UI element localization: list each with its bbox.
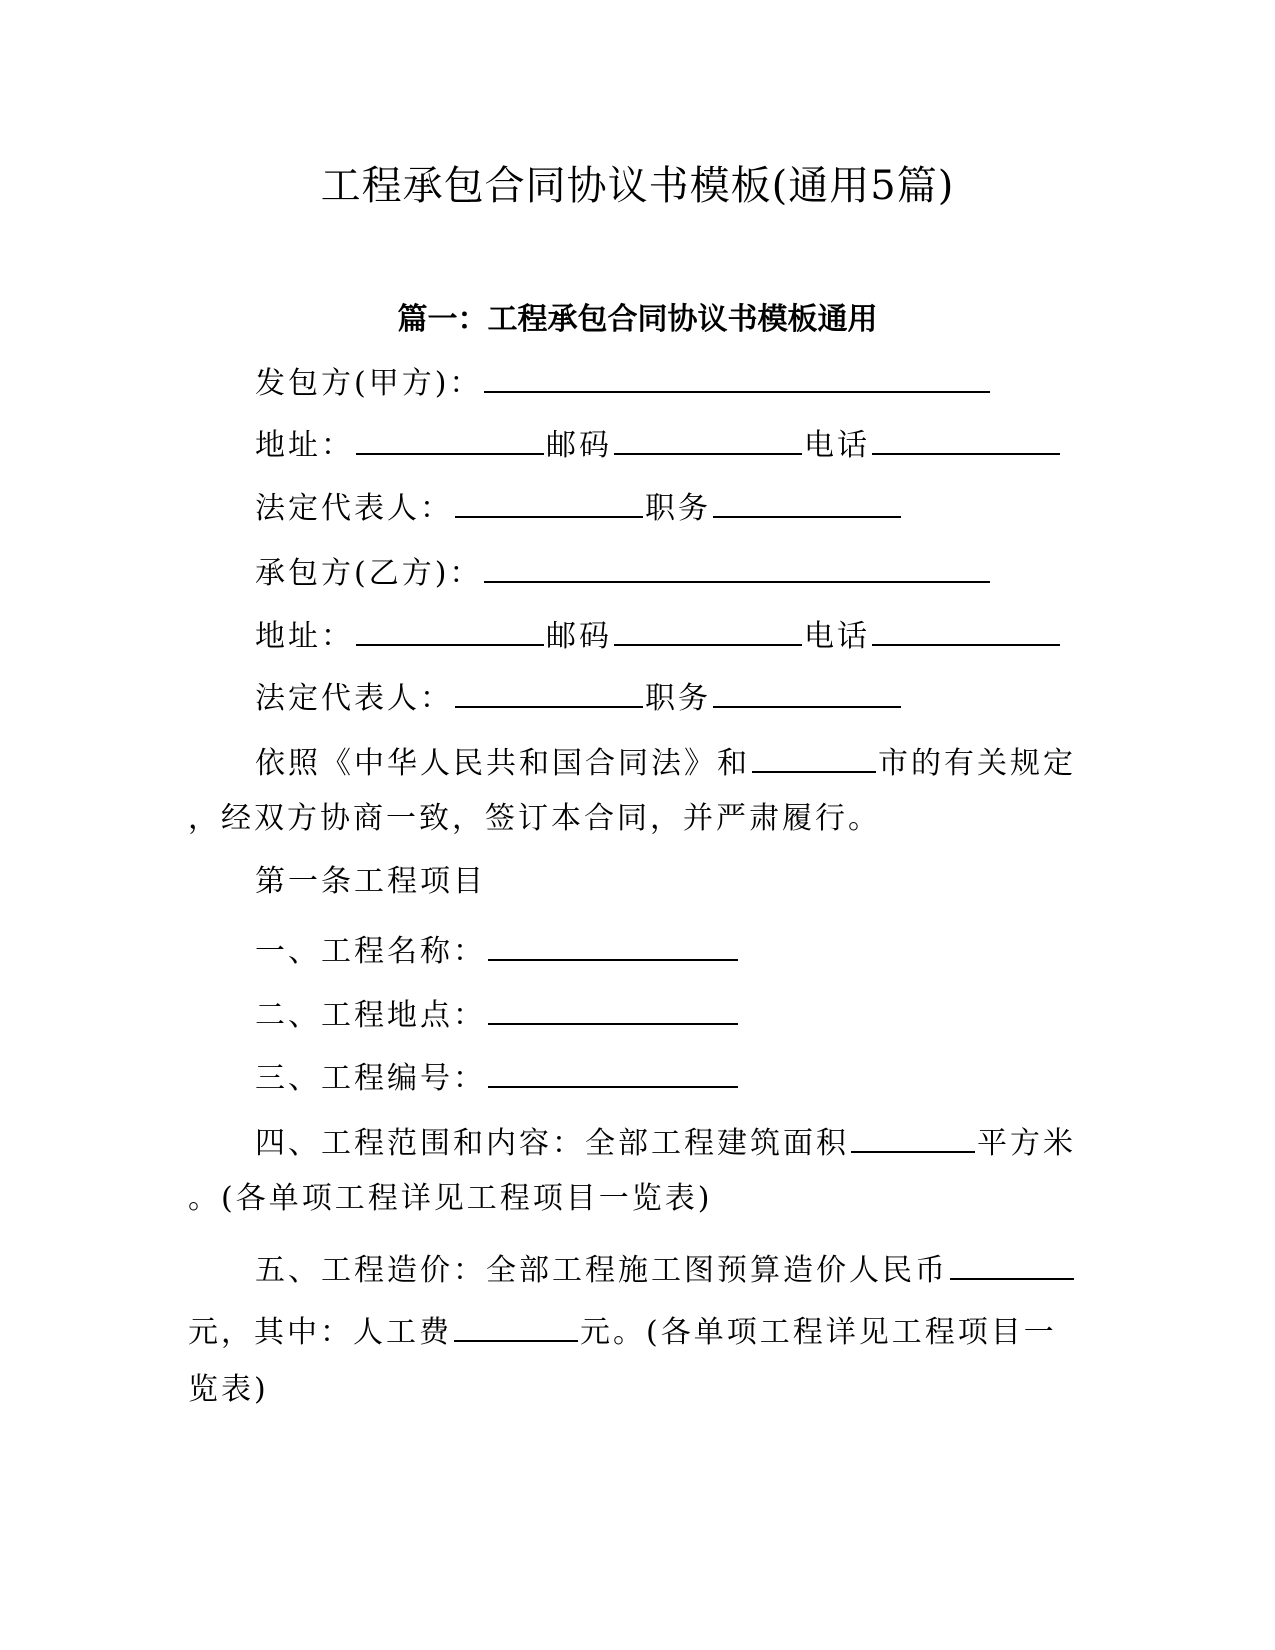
party-b-label: 承包方(乙方)： bbox=[255, 556, 483, 591]
party-a-label: 发包方(甲方)： bbox=[255, 366, 483, 401]
city-blank bbox=[752, 735, 876, 773]
labor-cost-blank bbox=[454, 1304, 578, 1342]
project-cost-line bbox=[255, 1242, 1076, 1286]
project-number-label: 三、工程编号： bbox=[255, 1061, 486, 1096]
party-a-line bbox=[255, 355, 992, 399]
labor-cost-note: 元。(各单项工程详见工程项目一 bbox=[580, 1315, 1057, 1350]
address-blank bbox=[356, 608, 544, 646]
position-label: 职务 bbox=[645, 491, 711, 526]
project-scope-continuation: 。(各单项工程详见工程项目一览表) bbox=[188, 1181, 713, 1216]
party-b-blank bbox=[484, 545, 990, 583]
project-location-blank bbox=[488, 987, 738, 1025]
rep-label: 法定代表人： bbox=[255, 491, 453, 526]
project-number-line bbox=[255, 1050, 740, 1094]
intro-continuation: ，经双方协商一致，签订本合同，并严肃履行。 bbox=[188, 801, 881, 836]
project-cost-label: 五、工程造价：全部工程施工图预算造价人民币 bbox=[255, 1253, 948, 1288]
rep-blank bbox=[455, 670, 643, 708]
project-scope-label: 四、工程范围和内容：全部工程建筑面积 bbox=[255, 1126, 849, 1161]
intro-text-2: 市的有关规定 bbox=[878, 746, 1076, 781]
intro-line bbox=[255, 735, 1076, 779]
project-name-line bbox=[255, 923, 740, 967]
postcode-label: 邮码 bbox=[546, 428, 612, 463]
intro-text: 依照《中华人民共和国合同法》和 bbox=[255, 746, 750, 781]
postcode-blank bbox=[614, 608, 802, 646]
position-blank bbox=[713, 670, 901, 708]
party-b-rep-line bbox=[255, 670, 903, 714]
project-location-line bbox=[255, 987, 740, 1031]
party-a-rep-line bbox=[255, 480, 903, 524]
address-label: 地址： bbox=[255, 428, 354, 463]
position-blank bbox=[713, 480, 901, 518]
phone-blank bbox=[872, 608, 1060, 646]
postcode-label: 邮码 bbox=[546, 619, 612, 654]
rep-label: 法定代表人： bbox=[255, 681, 453, 716]
rep-blank bbox=[455, 480, 643, 518]
phone-label: 电话 bbox=[804, 619, 870, 654]
labor-cost-line bbox=[188, 1304, 1057, 1348]
project-name-label: 一、工程名称： bbox=[255, 934, 486, 969]
area-blank bbox=[851, 1115, 975, 1153]
party-b-address-line bbox=[255, 608, 1062, 652]
project-name-blank bbox=[488, 923, 738, 961]
address-label: 地址： bbox=[255, 619, 354, 654]
party-a-blank bbox=[484, 355, 990, 393]
address-blank bbox=[356, 417, 544, 455]
project-scope-line bbox=[255, 1115, 1076, 1159]
phone-blank bbox=[872, 417, 1060, 455]
party-b-line bbox=[255, 545, 992, 589]
project-number-blank bbox=[488, 1050, 738, 1088]
position-label: 职务 bbox=[645, 681, 711, 716]
cost-blank bbox=[950, 1242, 1074, 1280]
labor-cost-label: 元，其中：人工费 bbox=[188, 1315, 452, 1350]
cost-note-continuation: 览表) bbox=[188, 1372, 269, 1407]
article1-heading: 第一条工程项目 bbox=[255, 864, 486, 899]
section-title: 篇一：工程承包合同协议书模板通用 bbox=[397, 302, 878, 337]
phone-label: 电话 bbox=[804, 428, 870, 463]
postcode-blank bbox=[614, 417, 802, 455]
area-unit: 平方米 bbox=[977, 1126, 1076, 1161]
project-location-label: 二、工程地点： bbox=[255, 998, 486, 1033]
party-a-address-line bbox=[255, 417, 1062, 461]
document-title: 工程承包合同协议书模板(通用5篇) bbox=[320, 163, 955, 209]
